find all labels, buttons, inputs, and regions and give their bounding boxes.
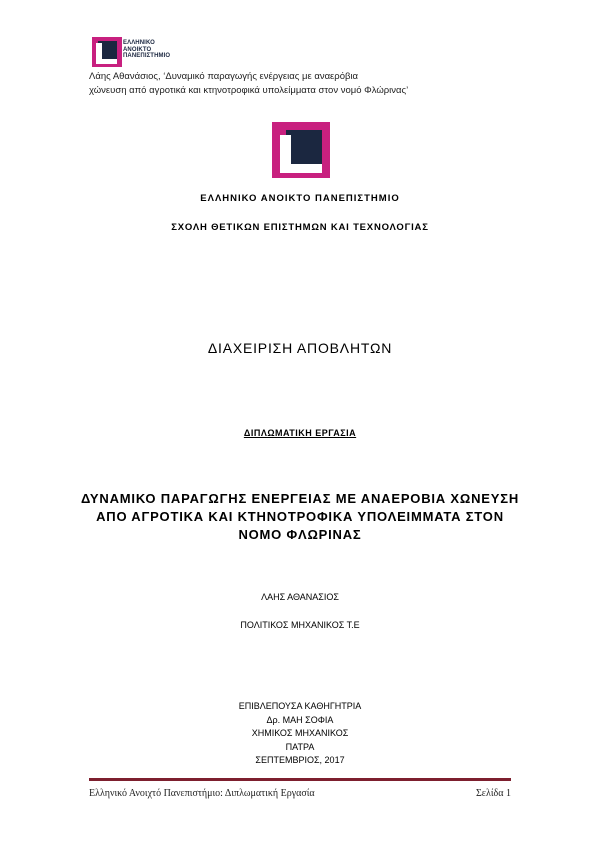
citation-line-2: χώνευση από αγροτικά και κτηνοτροφικά υπολείμματα στον νομό Φλώρινας’: [89, 84, 409, 96]
thesis-type: ΔΙΠΛΩΜΑΤΙΚΗ ΕΡΓΑΣΙΑ: [243, 428, 357, 438]
title-line: ΝΟΜΟ ΦΛΩΡΙΝΑΣ: [238, 527, 362, 542]
school-name: ΣΧΟΛΗ ΘΕΤΙΚΩΝ ΕΠΙΣΤΗΜΩΝ ΚΑΙ ΤΕΧΝΟΛΟΓΙΑΣ: [171, 222, 429, 233]
author-name: ΛΑΗΣ ΑΘΑΝΑΣΙΟΣ: [261, 592, 339, 602]
title-line: ΔΥΝΑΜΙΚΟ ΠΑΡΑΓΩΓΗΣ ΕΝΕΡΓΕΙΑΣ ΜΕ ΑΝΑΕΡΟΒΙΑ ΧΩΝΕΥΣΗ: [80, 491, 520, 506]
university-logo-small: [92, 37, 122, 67]
header-citation: [89, 70, 408, 97]
logo-text-line: ΠΑΝΕΠΙΣΤΗΜΙΟ: [123, 53, 171, 59]
footer-text: Ελληνικό Ανοιχτό Πανεπιστήμιο: Διπλωματική Εργασία: [89, 788, 315, 799]
title-line: ΑΠΟ ΑΓΡΟΤΙΚΑ ΚΑΙ ΚΤΗΝΟΤΡΟΦΙΚΑ ΥΠΟΛΕΙΜΜΑΤΑ ΣΤΟΝ: [96, 509, 504, 524]
logo-text-line: ΕΛΛΗΝΙΚΟ: [123, 40, 155, 46]
university-logo: [272, 122, 330, 178]
author-profession: ΠΟΛΙΤΙΚΟΣ ΜΗΧΑΝΙΚΟΣ Τ.Ε: [240, 620, 360, 630]
supervisor-line: ΣΕΠΤΕΜΒΡΙΟΣ, 2017: [255, 755, 345, 765]
citation-line-1: Λάης Αθανάσιος, ‘Δυναμικό παραγωγής ενέργειας με αναερόβια: [89, 71, 359, 82]
thesis-title: [0, 490, 600, 544]
supervisor-line: Δρ. ΜΑΗ ΣΟΦΙΑ: [266, 714, 334, 725]
supervisor-line: ΠΑΤΡΑ: [285, 741, 315, 752]
department-name: ΔΙΑΧΕΙΡΙΣΗ ΑΠΟΒΛΗΤΩΝ: [207, 340, 393, 356]
logo-text-line: ΑΝΟΙΚΤΟ: [123, 46, 152, 53]
logo-wordmark: [123, 40, 170, 60]
university-name: ΕΛΛΗΝΙΚΟ ΑΝΟΙΚΤΟ ΠΑΝΕΠΙΣΤΗΜΙΟ: [200, 193, 400, 204]
supervisor-block: [0, 700, 600, 768]
page-number: Σελίδα 1: [475, 788, 511, 799]
footer-rule: [89, 778, 511, 781]
supervisor-line: ΕΠΙΒΛΕΠΟΥΣΑ ΚΑΘΗΓΗΤΡΙΑ: [238, 701, 362, 711]
supervisor-line: ΧΗΜΙΚΟΣ ΜΗΧΑΝΙΚΟΣ: [251, 728, 349, 738]
